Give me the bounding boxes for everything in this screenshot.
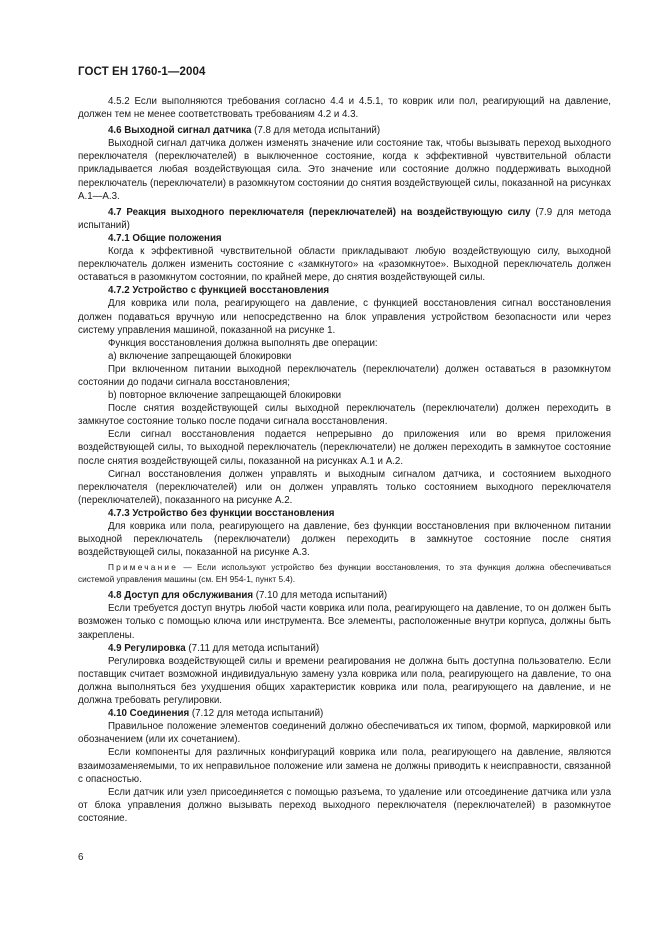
- paragraph-4-7-2-c: Если сигнал восстановления подается непрерывно до приложения или во время приложения воздействующей силы, то выходной переключатель (переключатели) не должен переходить в замкнутое состояние после снятия воздействующей силы, показанной на рисунках А.1 и А.2.: [78, 429, 611, 467]
- note: [78, 562, 611, 585]
- section-heading-4-7-ref: (7.9 для метода испытаний): [78, 206, 611, 231]
- section-heading-4-7: [78, 206, 611, 232]
- paragraph-4-10-c: Если датчик или узел присоединяется с помощью разъема, то удаление или отсоединение датчика или узла от блока управления должно вызывать переход выходного переключателя (переключателей) в разомкнутое состояние.: [78, 786, 611, 824]
- section-heading-4-8-ref: (7.10 для метода испытаний): [253, 590, 388, 602]
- paragraph-item-b: После снятия воздействующей силы выходной переключатель (переключатели) должен переходить в замкнутое состояние только после подачи сигнала восстановления.: [78, 403, 611, 428]
- paragraph-4-7-2-a: Для коврика или пола, реагирующего на давление, с функцией восстановления сигнал восстановления должен подаваться вручную или непосредственно на блок управления устройством безопасности или через систему управления машиной, показанной на рисунке 1.: [78, 298, 611, 336]
- section-heading-4-8: [78, 589, 611, 602]
- section-heading-4-10: [78, 707, 611, 720]
- subsection-heading-4-7-1: 4.7.1 Общие положения: [108, 232, 222, 244]
- document-body: [78, 95, 611, 825]
- paragraph-4-7-2-b: Функция восстановления должна выполнять две операции:: [108, 337, 378, 349]
- note-label: Примечание: [108, 562, 179, 573]
- section-heading-4-8-title: 4.8 Доступ для обслуживания: [108, 590, 254, 602]
- note-text: — Если используют устройство без функции восстановления, то эта функция должна обеспечиваться системой управления машины (см. ЕН 954-1, пункт 5.4).: [78, 562, 611, 584]
- section-heading-4-10-title: 4.10 Соединения: [108, 708, 190, 720]
- section-heading-4-9-title: 4.9 Регулировка: [108, 642, 186, 654]
- subsection-heading-4-7-2: 4.7.2 Устройство с функцией восстановления: [108, 285, 330, 297]
- section-heading-4-7-title: 4.7 Реакция выходного переключателя (переключателей) на воздействующую силу: [108, 206, 531, 218]
- section-heading-4-6: [78, 124, 611, 137]
- paragraph-4-7-3: Для коврика или пола, реагирующего на давление, без функции восстановления при включенном питании выходной переключатель (переключатели) должен переходить в замкнутое состояние после снятия воздействующей силы, показанной на рисунке А.3.: [78, 521, 611, 559]
- section-heading-4-9: [78, 642, 611, 655]
- paragraph-4-7-2-d: Сигнал восстановления должен управлять и выходным сигналом датчика, и состоянием выходного переключателя (переключателей) или он должен управлять только состоянием выходного переключателя (переключателей), показанного на рисунке А.2.: [78, 468, 611, 506]
- paragraph-4-7-1: Когда к эффективной чувствительной области прикладывают любую воздействующую силу, выходной переключатель должен изменить состояние с «замкнутого» на «разомкнутое». Выходной переключатель должен оставаться в разомкнутом состоянии, по крайней мере, до снятия воздействующей силы.: [78, 246, 611, 284]
- paragraph-4-9: Регулировка воздействующей силы и времени реагирования не должна быть доступна пользователю. Если поставщик считает возможной индивидуальную замену узла коврика или пола, реагирующего на давление, то она должна выполняться без ухудшения общих характеристик коврика или пола, реагирующего на давление, и не должна требовать регулировки.: [78, 655, 611, 707]
- section-heading-4-9-ref: (7.11 для метода испытаний): [185, 642, 320, 654]
- paragraph-4-10-b: Если компоненты для различных конфигураций коврика или пола, реагирующего на давление, являются взаимозаменяемыми, то их неправильное положение или замена не должны приводить к неисправности, связанной с опасностью.: [78, 747, 611, 785]
- section-heading-4-6-ref: (7.8 для метода испытаний): [251, 125, 381, 137]
- paragraph-4-5-2: 4.5.2 Если выполняются требования согласно 4.4 и 4.5.1, то коврик или пол, реагирующий на давление, должен тем не менее соответствовать требованиям 4.2 и 4.3.: [78, 96, 611, 121]
- section-heading-4-10-ref: (7.12 для метода испытаний): [189, 708, 324, 720]
- subsection-heading-4-7-3: 4.7.3 Устройство без функции восстановления: [108, 507, 335, 519]
- paragraph-4-10-a: Правильное положение элементов соединений должно обеспечиваться их типом, формой, маркировкой или обозначением (или их сочетанием).: [78, 721, 611, 746]
- paragraph-4-6: Выходной сигнал датчика должен изменять значение или состояние так, чтобы вызывать переход выходного переключателя (переключателей) в выключенное состояние, когда к эффективной чувствительной области прикладывается любая воздействующая сила. Это значение или состояние должно поддерживать выходной переключатель (переключатели) в разомкнутом состоянии до снятия воздействующей силы, показанной на рисунках А.1—А.3.: [78, 138, 611, 202]
- list-item-b: b) повторное включение запрещающей блокировки: [108, 390, 342, 402]
- list-item-a: а) включение запрещающей блокировки: [108, 350, 292, 362]
- paragraph-item-a: При включенном питании выходной переключатель (переключатели) должен оставаться в разомкнутом состоянии до подачи сигнала восстановления;: [78, 363, 611, 388]
- section-heading-4-6-title: 4.6 Выходной сигнал датчика: [108, 125, 252, 137]
- page-number: 6: [78, 852, 84, 863]
- page-header-standard-id: ГОСТ ЕН 1760-1—2004: [78, 66, 206, 78]
- paragraph-4-8: Если требуется доступ внутрь любой части коврика или пола, реагирующего на давление, то он должен быть возможен только с помощью ключа или инструмента. Все элементы, расположенные внутри корпуса, должны быть закреплены.: [78, 603, 611, 641]
